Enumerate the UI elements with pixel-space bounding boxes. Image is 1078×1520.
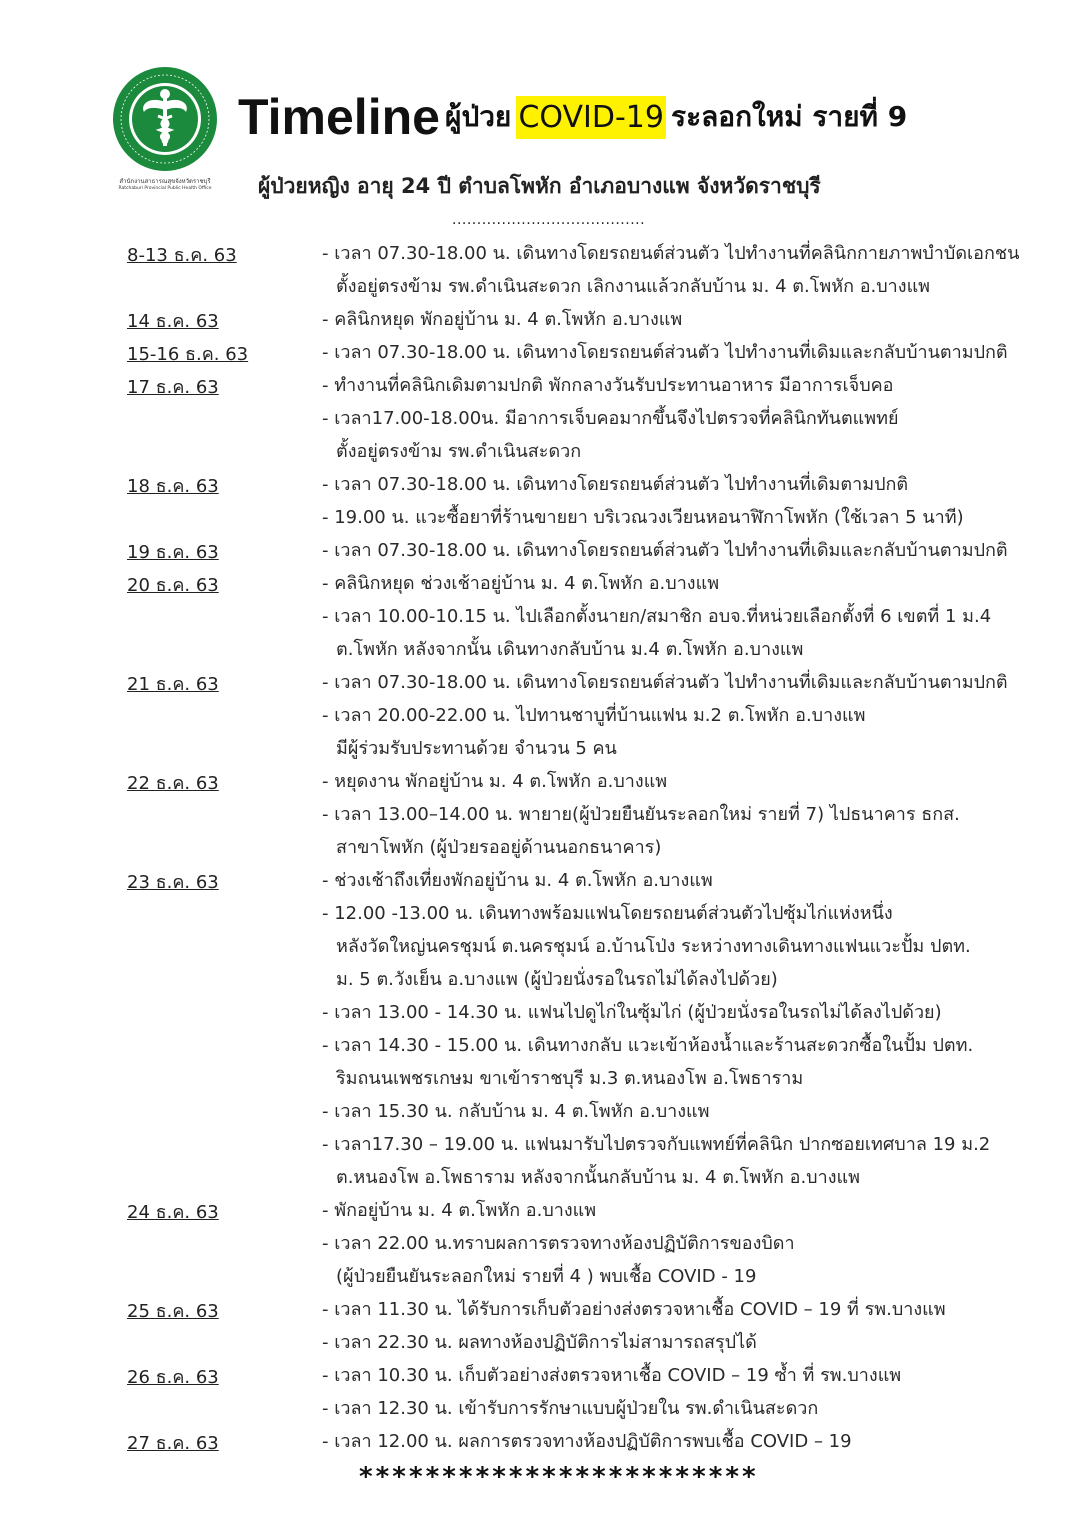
timeline-event-line: - เวลา 22.00 น.ทราบผลการตรวจทางห้องปฏิบัติการของบิดา — [322, 1233, 795, 1254]
timeline-date: 24 ธ.ค. 63 — [127, 1202, 219, 1223]
timeline-event-line: - เวลา 10.00-10.15 น. ไปเลือกตั้งนายก/สมาชิก อบจ.ที่หน่วยเลือกตั้งที่ 6 เขตที่ 1 ม.4 — [322, 606, 992, 627]
timeline-date: 17 ธ.ค. 63 — [127, 377, 219, 398]
moph-seal-icon — [110, 64, 220, 174]
patient-info: ผู้ป่วยหญิง อายุ 24 ปี ตำบลโพหัก อำเภอบางแพ จังหวัดราชบุรี — [258, 174, 821, 198]
timeline-event-line: - เวลา 07.30-18.00 น. เดินทางโดยรถยนต์ส่วนตัว ไปทำงานที่เดิมตามปกติ — [322, 474, 909, 495]
timeline-event-line: - เวลา 07.30-18.00 น. เดินทางโดยรถยนต์ส่วนตัว ไปทำงานที่คลินิกกายภาพบำบัดเอกชน — [322, 243, 1020, 264]
timeline-event-line: - เวลา 07.30-18.00 น. เดินทางโดยรถยนต์ส่วนตัว ไปทำงานที่เดิมและกลับบ้านตามปกติ — [322, 342, 1008, 363]
timeline-date: 8-13 ธ.ค. 63 — [127, 245, 237, 266]
timeline-event-line: ริมถนนเพชรเกษม ขาเข้าราชบุรี ม.3 ต.หนองโพ อ.โพธาราม — [336, 1068, 804, 1089]
timeline-event-line: ต.โพหัก หลังจากนั้น เดินทางกลับบ้าน ม.4 ต.โพหัก อ.บางแพ — [336, 639, 804, 660]
timeline-event-line: ตั้งอยู่ตรงข้าม รพ.ดำเนินสะดวก — [336, 441, 582, 462]
timeline-date: 27 ธ.ค. 63 — [127, 1433, 219, 1454]
timeline-date: 23 ธ.ค. 63 — [127, 872, 219, 893]
document-header — [0, 0, 1078, 240]
timeline-event-line: - เวลา 15.30 น. กลับบ้าน ม. 4 ต.โพหัก อ.บางแพ — [322, 1101, 710, 1122]
page-title — [238, 88, 907, 150]
timeline-entry — [0, 336, 1078, 369]
timeline-date: 19 ธ.ค. 63 — [127, 542, 219, 563]
timeline-event-line: - เวลา 10.30 น. เก็บตัวอย่างส่งตรวจหาเชื้อ COVID – 19 ซ้ำ ที่ รพ.บางแพ — [322, 1365, 902, 1386]
timeline-event-line: - เวลา 12.00 น. ผลการตรวจทางห้องปฏิบัติการพบเชื้อ COVID – 19 — [322, 1431, 852, 1452]
timeline-event-line: - คลินิกหยุด ช่วงเช้าอยู่บ้าน ม. 4 ต.โพหัก อ.บางแพ — [322, 573, 720, 594]
title-covid-highlight: COVID-19 — [516, 96, 666, 139]
logo-caption-english: Ratchaburi Provincial Public Health Office — [118, 186, 212, 191]
timeline-entry — [0, 1425, 1078, 1458]
timeline-entry — [0, 864, 1078, 1194]
timeline-date: 22 ธ.ค. 63 — [127, 773, 219, 794]
timeline-event-line: - เวลา 07.30-18.00 น. เดินทางโดยรถยนต์ส่วนตัว ไปทำงานที่เดิมและกลับบ้านตามปกติ — [322, 672, 1008, 693]
timeline-event-line: สาขาโพหัก (ผู้ป่วยรออยู่ด้านนอกธนาคาร) — [336, 837, 662, 858]
title-timeline: Timeline — [238, 89, 440, 145]
separator-dots: ....................................... — [452, 212, 646, 228]
timeline-event-line: - ทำงานที่คลินิกเดิมตามปกติ พักกลางวันรับประทานอาหาร มีอาการเจ็บคอ — [322, 375, 894, 396]
timeline-entry — [0, 468, 1078, 534]
timeline-event-line: - เวลา 07.30-18.00 น. เดินทางโดยรถยนต์ส่วนตัว ไปทำงานที่เดิมและกลับบ้านตามปกติ — [322, 540, 1008, 561]
title-patient: ผู้ป่วย — [445, 100, 512, 133]
timeline-event-line: - เวลา 11.30 น. ได้รับการเก็บตัวอย่างส่งตรวจหาเชื้อ COVID – 19 ที่ รพ.บางแพ — [322, 1299, 946, 1320]
timeline-event-line: ต.หนองโพ อ.โพธาราม หลังจากนั้นกลับบ้าน ม. 4 ต.โพหัก อ.บางแพ — [336, 1167, 860, 1188]
timeline-event-line: - เวลา17.30 – 19.00 น. แฟนมารับไปตรวจกับแพทย์ที่คลินิก ปากซอยเทศบาล 19 ม.2 — [322, 1134, 991, 1155]
timeline-event-line: - เวลา 12.30 น. เข้ารับการรักษาแบบผู้ป่วยใน รพ.ดำเนินสะดวก — [322, 1398, 819, 1419]
timeline-event-line: - เวลา 22.30 น. ผลทางห้องปฏิบัติการไม่สามารถสรุปได้ — [322, 1332, 757, 1353]
timeline-event-line: - 12.00 -13.00 น. เดินทางพร้อมแฟนโดยรถยนต์ส่วนตัวไปซุ้มไก่แห่งหนึ่ง — [322, 903, 893, 924]
timeline-event-line: - เวลา 14.30 - 15.00 น. เดินทางกลับ แวะเข้าห้องน้ำและร้านสะดวกซื้อในปั้ม ปตท. — [322, 1035, 974, 1056]
timeline-list — [0, 237, 1078, 1458]
timeline-entry — [0, 534, 1078, 567]
timeline-event-line: (ผู้ป่วยยืนยันระลอกใหม่ รายที่ 4 ) พบเชื้อ COVID - 19 — [336, 1266, 757, 1287]
timeline-event-line: - ช่วงเช้าถึงเที่ยงพักอยู่บ้าน ม. 4 ต.โพหัก อ.บางแพ — [322, 870, 713, 891]
timeline-date: 26 ธ.ค. 63 — [127, 1367, 219, 1388]
logo-caption-thai: สำนักงานสาธารณสุขจังหวัดราชบุรี — [119, 178, 211, 185]
timeline-entry — [0, 303, 1078, 336]
footer-separator: ************************ — [358, 1462, 758, 1492]
timeline-event-line: - เวลา 20.00-22.00 น. ไปทานชาบูที่บ้านแฟน ม.2 ต.โพหัก อ.บางแพ — [322, 705, 866, 726]
timeline-event-line: - พักอยู่บ้าน ม. 4 ต.โพหัก อ.บางแพ — [322, 1200, 597, 1221]
timeline-entry — [0, 237, 1078, 303]
title-wave-case: ระลอกใหม่ รายที่ 9 — [671, 100, 908, 133]
timeline-entry — [0, 1359, 1078, 1425]
moph-logo — [102, 64, 228, 192]
timeline-entry — [0, 369, 1078, 468]
timeline-event-line: - เวลา 13.00 - 14.30 น. แฟนไปดูไก่ในซุ้มไก่ (ผู้ป่วยนั่งรอในรถไม่ได้ลงไปด้วย) — [322, 1002, 942, 1023]
timeline-event-line: - เวลา 13.00–14.00 น. พายาย(ผู้ป่วยยืนยันระลอกใหม่ รายที่ 7) ไปธนาคาร ธกส. — [322, 804, 960, 825]
timeline-event-line: ตั้งอยู่ตรงข้าม รพ.ดำเนินสะดวก เลิกงานแล้วกลับบ้าน ม. 4 ต.โพหัก อ.บางแพ — [336, 276, 931, 297]
timeline-date: 21 ธ.ค. 63 — [127, 674, 219, 695]
timeline-event-line: หลังวัดใหญ่นครชุมน์ ต.นครชุมน์ อ.บ้านโป่ง ระหว่างทางเดินทางแฟนแวะปั้ม ปตท. — [336, 936, 971, 957]
timeline-date: 14 ธ.ค. 63 — [127, 311, 219, 332]
timeline-event-line: ม. 5 ต.วังเย็น อ.บางแพ (ผู้ป่วยนั่งรอในรถไม่ได้ลงไปด้วย) — [336, 969, 778, 990]
timeline-entry — [0, 765, 1078, 864]
timeline-event-line: - หยุดงาน พักอยู่บ้าน ม. 4 ต.โพหัก อ.บางแพ — [322, 771, 668, 792]
timeline-event-line: - เวลา17.00-18.00น. มีอาการเจ็บคอมากขึ้นจึงไปตรวจที่คลินิกทันตแพทย์ — [322, 408, 899, 429]
timeline-entry — [0, 567, 1078, 666]
timeline-event-line: มีผู้ร่วมรับประทานด้วย จำนวน 5 คน — [336, 738, 617, 759]
timeline-date: 20 ธ.ค. 63 — [127, 575, 219, 596]
timeline-date: 15-16 ธ.ค. 63 — [127, 344, 249, 365]
timeline-entry — [0, 1293, 1078, 1359]
timeline-date: 18 ธ.ค. 63 — [127, 476, 219, 497]
timeline-entry — [0, 1194, 1078, 1293]
timeline-date: 25 ธ.ค. 63 — [127, 1301, 219, 1322]
timeline-entry — [0, 666, 1078, 765]
timeline-event-line: - 19.00 น. แวะซื้อยาที่ร้านขายยา บริเวณวงเวียนหอนาฬิกาโพหัก (ใช้เวลา 5 นาที) — [322, 507, 964, 528]
timeline-event-line: - คลินิกหยุด พักอยู่บ้าน ม. 4 ต.โพหัก อ.บางแพ — [322, 309, 683, 330]
